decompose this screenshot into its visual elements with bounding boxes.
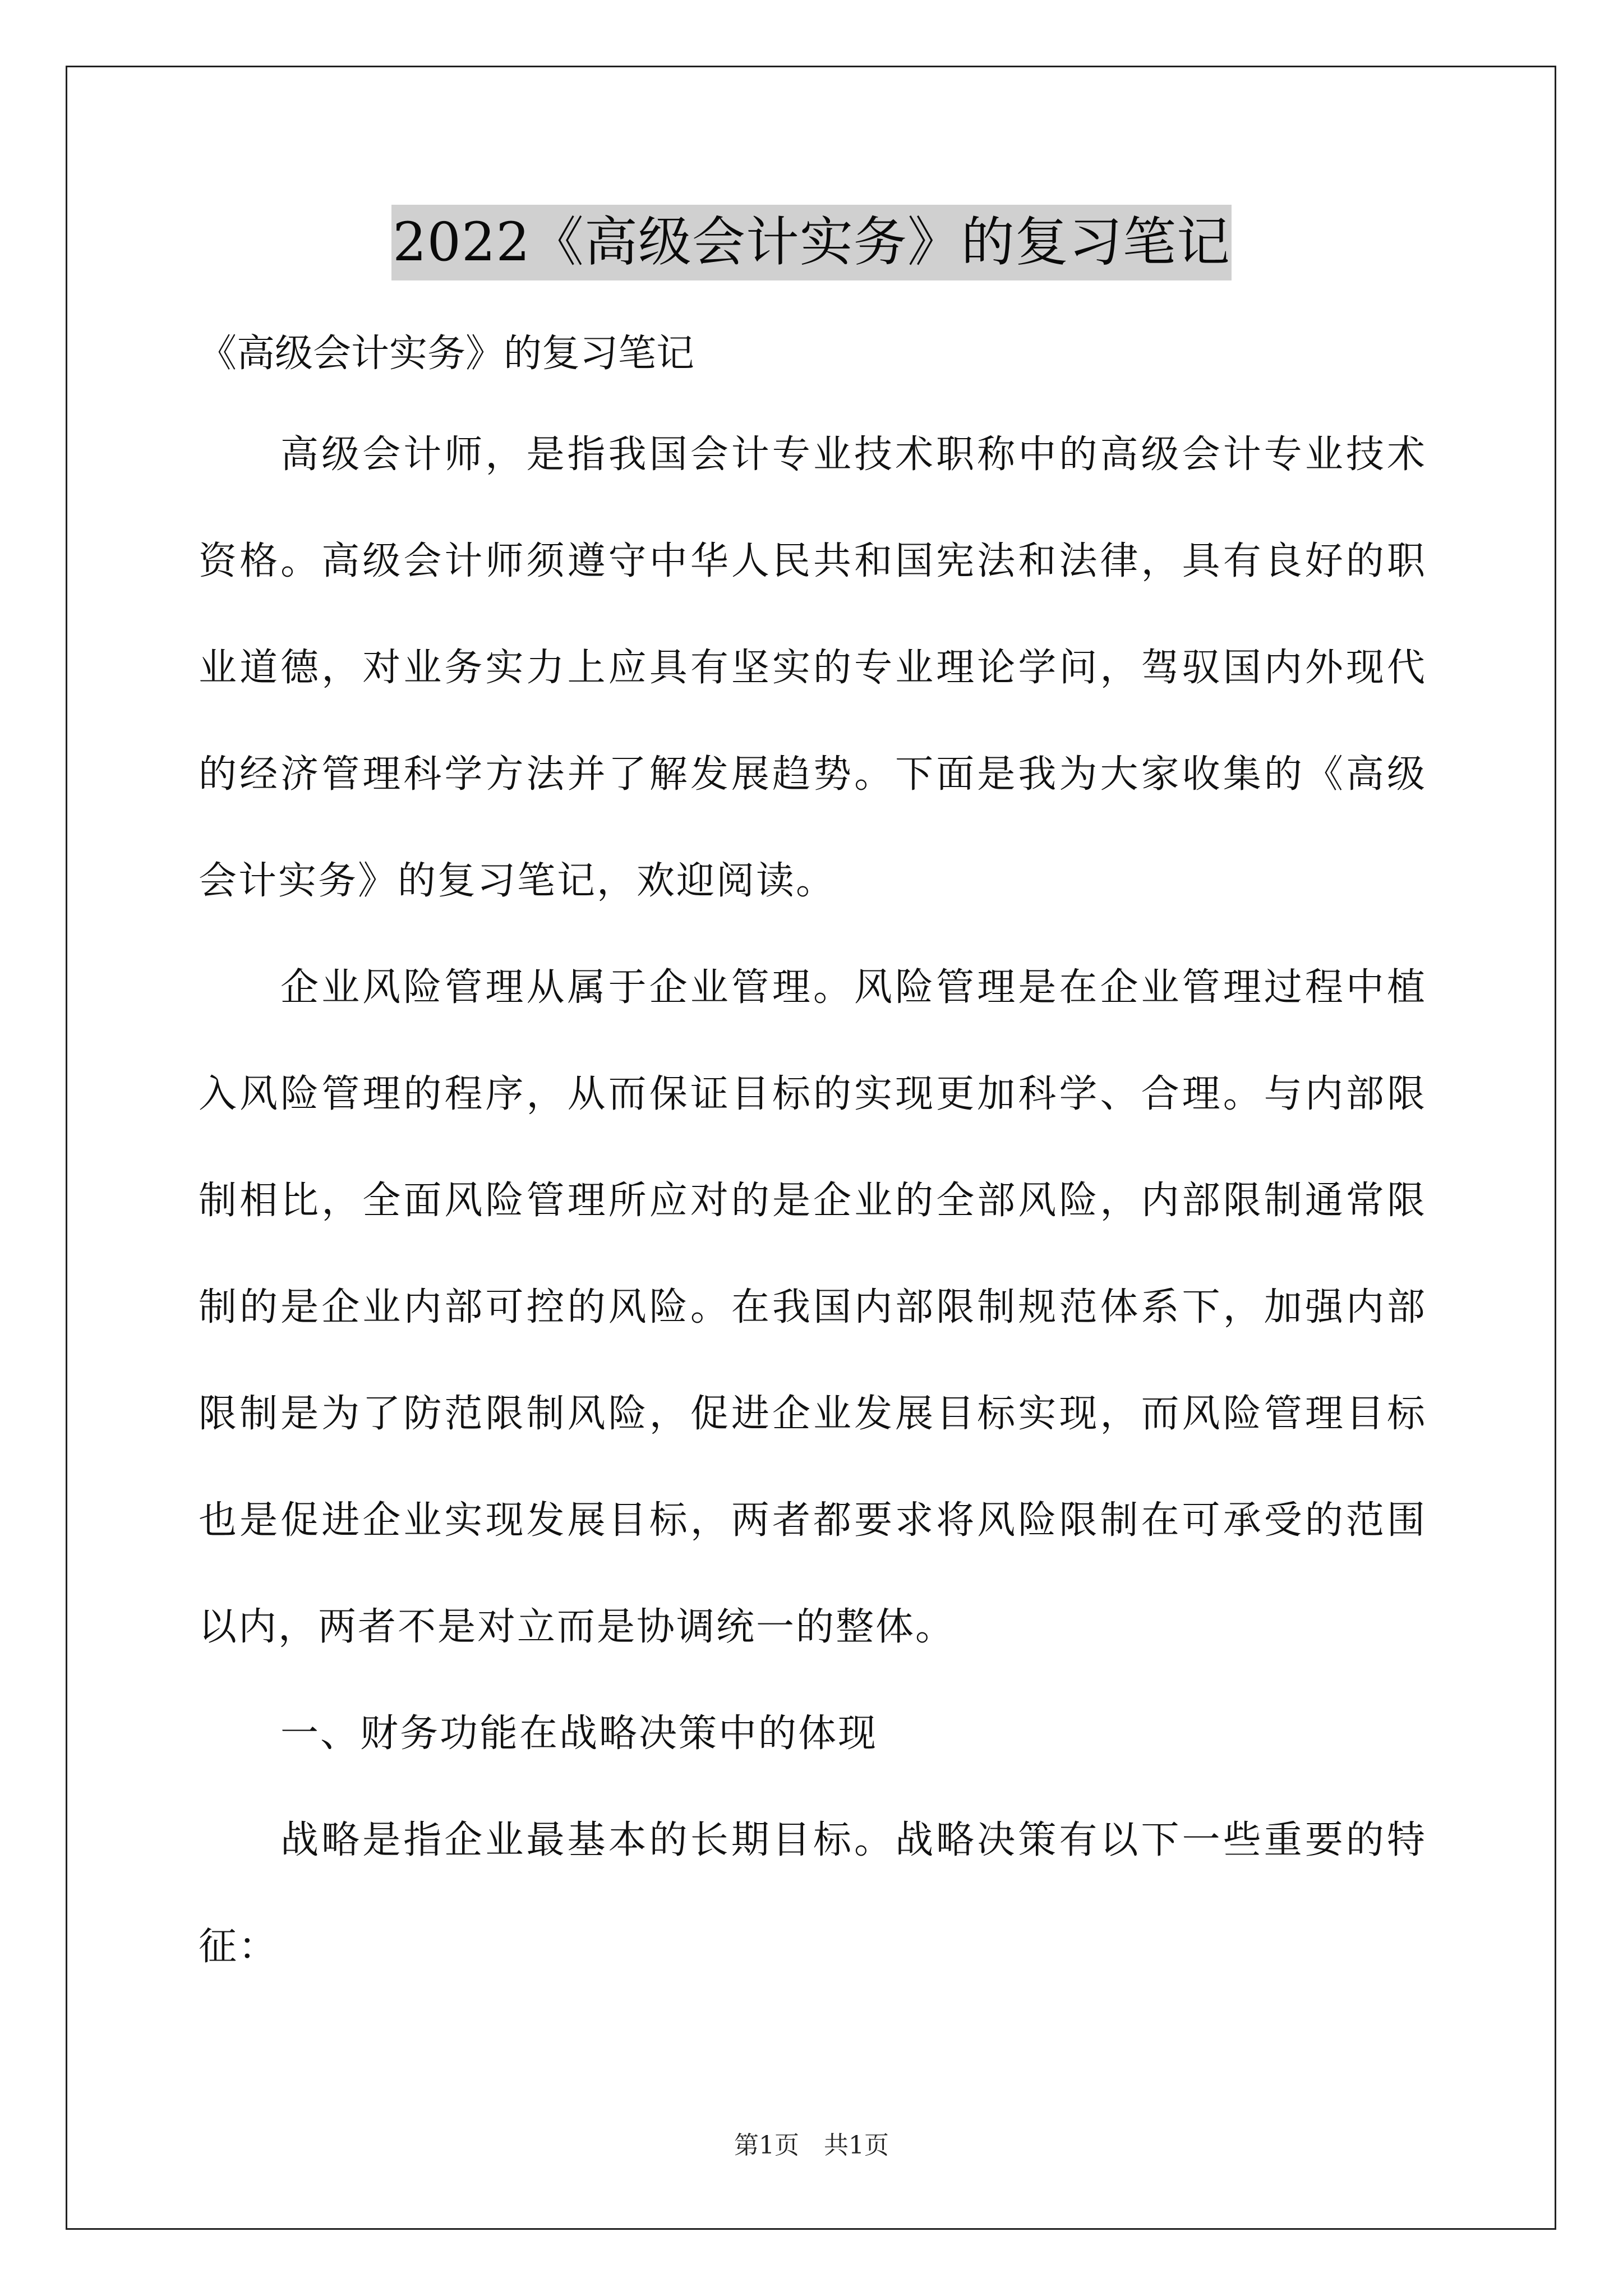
section-heading: 一、财务功能在战略决策中的体现 xyxy=(280,1711,878,1756)
paragraph-intro: 高级会计师，是指我国会计专业技术职称中的高级会计专业技术资格。高级会计师须遵守中华人民共和国宪法和法律，具有良好的职业道德，对业务实力上应具有坚实的专业理论学问，驾驭国内外现代的经济管理科学方法并了解发展趋势。下面是我为大家收集的《高级会计实务》的复习笔记，欢迎阅读。 xyxy=(199,432,1427,903)
document-subtitle: 《高级会计实务》的复习笔记 xyxy=(199,332,695,376)
page-number: 第1页 xyxy=(734,2131,799,2160)
paragraph-risk-management: 企业风险管理从属于企业管理。风险管理是在企业管理过程中植入风险管理的程序，从而保证目标的实现更加科学、合理。与内部限制相比，全面风险管理所应对的是企业的全部风险，内部限制通常限制的是企业内部可控的风险。在我国内部限制规范体系下，加强内部限制是为了防范限制风险，促进企业发展目标实现，而风险管理目标也是促进企业实现发展目标，两者都要求将风险限制在可承受的范围以内，两者不是对立而是协调统一的整体。 xyxy=(199,965,1427,1649)
page-footer xyxy=(0,2129,1623,2162)
document-title: 2022《高级会计实务》的复习笔记 xyxy=(391,205,1232,280)
paragraph-strategy: 战略是指企业最基本的长期目标。战略决策有以下一些重要的特征： xyxy=(199,1818,1427,1969)
title-container xyxy=(0,205,1623,280)
document-body xyxy=(199,306,1427,2000)
page-total: 共1页 xyxy=(824,2131,889,2160)
